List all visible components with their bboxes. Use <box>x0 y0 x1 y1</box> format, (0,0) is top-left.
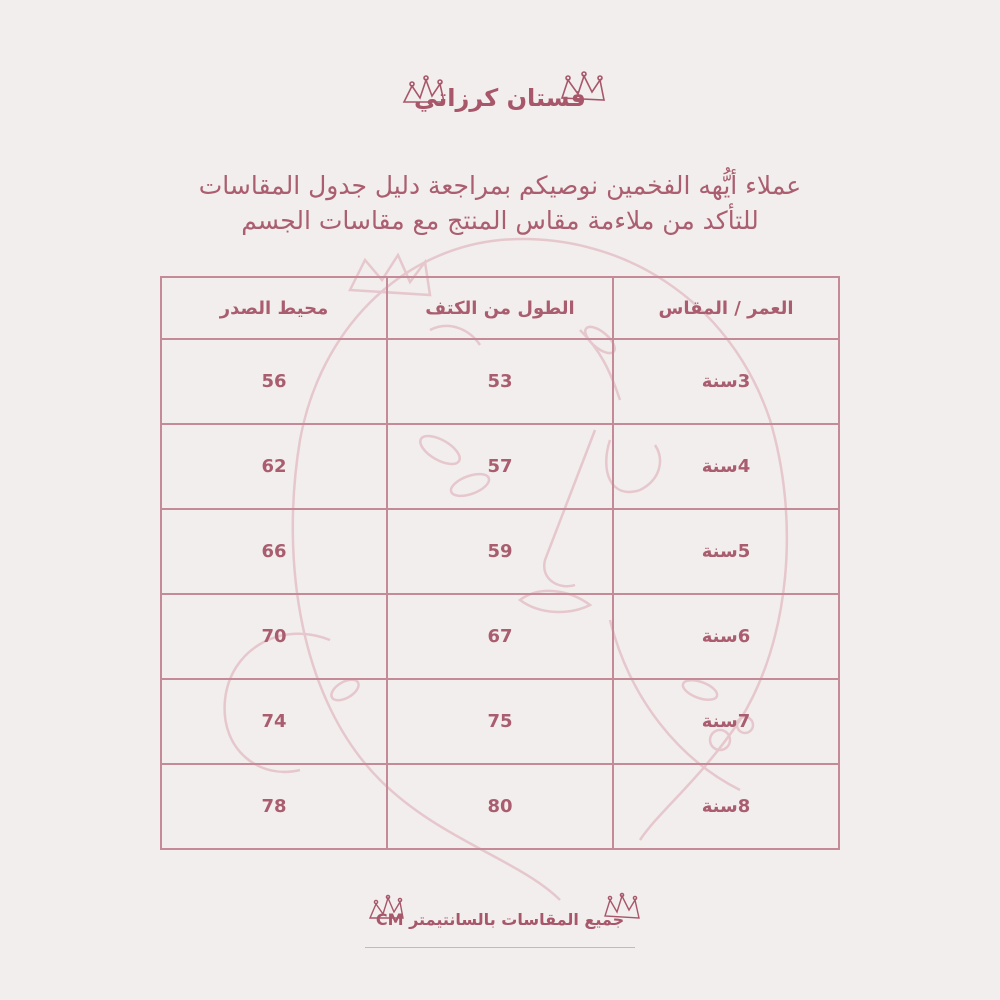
length-cell: 59 <box>387 509 613 594</box>
crown-icon <box>602 892 642 924</box>
table-row <box>161 509 839 594</box>
age-cell: 3سنة <box>613 339 839 424</box>
column-header-chest: محيط الصدر <box>161 277 387 339</box>
table-row <box>161 594 839 679</box>
chest-cell: 74 <box>161 679 387 764</box>
chest-cell: 56 <box>161 339 387 424</box>
age-cell: 6سنة <box>613 594 839 679</box>
intro-line-1: عملاء أيُّهه الفخمين نوصيكم بمراجعة دليل جدول المقاسات <box>198 171 802 200</box>
length-cell: 75 <box>387 679 613 764</box>
column-header-age: العمر / المقاس <box>613 277 839 339</box>
units-note: جميع المقاسات بالسانتيمتر CM <box>375 910 625 929</box>
intro-text <box>150 168 850 238</box>
table-row <box>161 764 839 849</box>
table-row <box>161 679 839 764</box>
table-row <box>161 424 839 509</box>
age-cell: 4سنة <box>613 424 839 509</box>
age-cell: 7سنة <box>613 679 839 764</box>
chest-cell: 70 <box>161 594 387 679</box>
table-row <box>161 339 839 424</box>
chest-cell: 62 <box>161 424 387 509</box>
divider <box>365 947 635 948</box>
length-cell: 57 <box>387 424 613 509</box>
crown-icon <box>558 70 608 110</box>
column-header-length: الطول من الكتف <box>387 277 613 339</box>
length-cell: 67 <box>387 594 613 679</box>
intro-line-2: للتأكد من ملاءمة مقاس المنتج مع مقاسات الجسم <box>241 206 759 235</box>
table-header-row <box>161 277 839 339</box>
chest-cell: 66 <box>161 509 387 594</box>
length-cell: 80 <box>387 764 613 849</box>
age-cell: 5سنة <box>613 509 839 594</box>
brand-header <box>0 68 1000 128</box>
length-cell: 53 <box>387 339 613 424</box>
page-title: فستان كرزاتي <box>413 84 586 112</box>
chest-cell: 78 <box>161 764 387 849</box>
size-chart-table <box>160 276 840 850</box>
age-cell: 8سنة <box>613 764 839 849</box>
